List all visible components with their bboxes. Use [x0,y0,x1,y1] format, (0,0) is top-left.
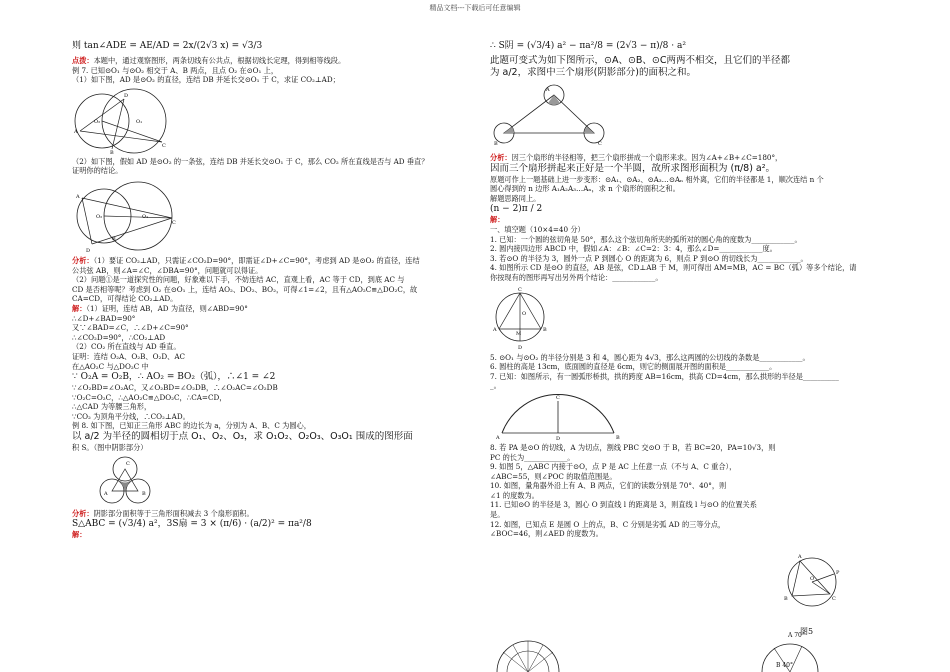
svg-text:O₁: O₁ [136,118,143,125]
question-10b: ∠1 的度数为。 [490,490,539,500]
fenxi-8: 分析：阴影部分面积等于三角形面积减去 3 个扇形面积。 [72,508,254,518]
jie-6: 证明：连结 O₂A、O₂B、O₂D、AC [72,351,186,361]
jie-8: ∵ O₂A = O₂B，∴ AO₂ = BO₂（弧），∴∠1 = ∠2 [72,372,276,383]
figure-protractor [493,636,563,672]
svg-text:O: O [810,576,815,582]
svg-text:A: A [798,554,802,560]
figure-three-sectors [490,81,610,151]
dianbo-1: 点拨：本题中，通过观察图形，两条切线有公共点，根据切线长定理，得到相等线段。 [72,56,346,65]
svg-text:A: A [493,326,497,333]
svg-text:D: D [124,92,129,99]
question-1: 1. 已知：一个圆的弦切角是 50°，那么这个弦切角所夹的弧所对的圆心角的度数为____________。 [490,234,802,244]
jie-1: 解：（1）证明，连结 AB，AD 为直径，则∠ABD=90° [72,303,248,313]
left-column [72,40,464,540]
svg-text:C: C [556,394,560,401]
svg-text:A: A [76,193,80,200]
jie-11: ∴△CAD 为等腰三角形， [72,402,152,412]
svg-text:O₂: O₂ [94,118,101,125]
question-4a: 4. 如图所示 CD 是⊙O 的直径，AB 是弦，CD⊥AB 于 M，则可得出 AM=MB，AC = BC（弧）等多个结论，请 [490,263,857,273]
jie-12: ∵CO₂ 为顶角平分线，∴CO₂⊥AD。 [72,411,190,421]
answer-formula: (n − 2)π / 2 [490,204,543,215]
jie-7: 在△AO₂C 与△DO₂C 中 [72,361,149,371]
section-1: 一、填空题（10×4=40 分） [490,224,585,234]
shaded-area-formula: ∴ S阴 = (√3/4) a² − πa²/8 = (2√3 − π)/8 · a² [490,41,686,51]
figure-5-label: 图5 [800,627,814,636]
svg-text:O₂: O₂ [96,213,103,220]
question-8b: PC 的长为____________。 [490,452,575,462]
handwritten-2: 为 a/2，求图中三个扇形(阴影部分)的面积之和。 [490,67,696,78]
jie-9: ∵∠O₂BD=∠O₂AC，又∠O₂BD=∠O₂DB，∴∠O₂AC=∠O₂DB [72,383,278,393]
svg-text:A: A [104,490,108,497]
example-7-part1: （1）如下图，AD 是⊙O₂ 的直径，连结 DB 并延长交⊙O₁ 于 C，求证 CO₂⊥AD； [72,75,340,85]
jie-label: 解： [72,303,87,313]
fenxi-right: 分析：因三个扇形的半径相等，把三个扇形拼成一个扇形来求。因为∠A+∠B+∠C=180°， [490,153,783,162]
question-3: 3. 若⊙O 的半径为 3，圆外一点 P 到圆心 O 的距离为 6，则点 P 到⊙O 的切线长为____________。 [490,253,808,263]
fenxi8-label: 分析： [72,508,94,518]
question-12a: 12. 如图，已知点 E 是圆 O 上的点，B、C 分别是劣弧 AD 的三等分点， [490,519,726,529]
figure-circle-diameter [490,285,550,351]
question-12b: ∠BOC=46，则∠AED 的度数为。 [490,529,603,539]
example-7-part2b: 证明你的结论。 [72,166,123,176]
svg-text:C: C [518,286,522,293]
tan-formula: 则 tan∠ADE = AE/AD = 2x/(2√3 x) = √3/3 [72,41,263,51]
svg-text:B: B [494,141,498,147]
example-8-line2: 以 a/2 为半径的圆相切于点 O₁、O₂、O₃，求 O₁O₂、O₂O₃、O₃O₁ 围成的图形面 [72,431,413,443]
figure-5-circle [780,548,850,624]
example-8-line3: 积 S。（图中阴影部分） [72,443,148,453]
fenxi-label: 分析： [72,255,94,265]
fenxi-4: CD 是否相等呢？考虑到 O₂ 在⊙O₁ 上，连结 AO₂、DO₂、BO₂，可得∠1=∠2，且有△AO₂C≌△DO₂C，故 [72,284,418,294]
svg-text:B: B [543,326,547,333]
question-9a: 9. 如图 5，△ABC 内接于⊙O，点 P 是 AC 上任意一点（不与 A、C 重合）， [490,462,737,472]
jie-3: 又∵∠BAD=∠C，∴∠D+∠C=90° [72,323,189,333]
variation-1: 原题可作上一题基础上进一步变形：⊙A₁、⊙A₂、⊙A₃…⊙Aₙ 相外离，它们的半径都是 1，顺次连结 n 个 [490,174,824,184]
fenxi-1: 分析：（1）要证 CO₂⊥AD，只需证∠CO₂D=90°，即需证∠D+∠C=90°，考虑到 AD 是⊙O₂ 的直径，连结 [72,255,420,265]
handwritten-1: 此题可变式为如下图所示，⊙A、⊙B、⊙C两两不相交，且它们的半径都 [490,55,791,66]
handwritten-3: 因而三个扇形拼起来正好是一个半圆，故所求图形面积为 (π/8) a²。 [490,162,776,174]
svg-text:A: A [546,87,550,93]
page-header: 精品文档---下载后可任意编辑 [429,4,521,12]
figure-two-circles-1 [72,87,172,155]
example-7: 例 7. 已知⊙O₁ 与⊙O₂ 相交于 A、B 两点，且点 O₂ 在⊙O₁ 上， [72,65,279,75]
fenxi-5: CA=CD，可得结论 CO₂⊥AD。 [72,294,178,304]
figure-three-circles [90,455,160,507]
formula-8: S△ABC = (√3/4) a²，3S扇 = 3 × (π/6) · (a/2)² = πa²/8 [72,519,312,530]
question-7b: _。 [490,381,501,391]
question-7a: 7. 已知：如图所示，有一圆弧形桥拱，拱的跨度 AB=16cm，拱高 CD=4cm，那么拱形的半径是__________ [490,371,839,381]
fenxi-2: 公共弦 AB，则∠A=∠C，∠DBA=90°，问题就可以得证。 [72,265,263,275]
svg-text:C: C [126,460,130,467]
jie-10: ∵O₂C=O₂C，∴△AO₂C≌△DO₂C，∴CA=CD， [72,392,227,402]
svg-text:A: A [74,128,78,135]
svg-text:C: C [172,219,176,226]
figure-bridge-arch [496,393,626,441]
variation-3: 解题思路同上。 [490,193,541,203]
jie-5: （2）CO₂ 所在直线与 AD 垂直。 [72,342,181,352]
svg-text:C: C [162,142,166,149]
protractor-label-a: A 70° [788,632,805,639]
question-10a: 10. 如图，量角器外沿上有 A、B 两点，它们的读数分别是 70°、40°，则 [490,481,727,491]
protractor-label-b: B 40° [776,662,793,669]
svg-text:B: B [616,434,620,441]
jie-bottom: 解： [72,530,87,540]
question-11: 11. 已知⊙O 的半径是 3，圆心 O 到直线 l 的距离是 3，则直线 l 与⊙O 的位置关系 [490,500,757,510]
fenxi-3: （2）问题①是一道探究性的问题，好象难以下手，不妨连结 AC，直观上看，AC 等于 CD，到底 AC 与 [72,275,405,285]
question-11b: 是。 [490,510,505,520]
jie-4: ∴∠CO₂D=90°，∴CO₂⊥AD [72,332,166,342]
example-8: 例 8. 如下图，已知正三角形 ABC 的边长为 a，分别为 A、B、C 为圆心， [72,421,311,431]
question-4b: 你按现有的图形再写出另外两个结论：____________。 [490,272,663,282]
svg-text:A: A [496,434,500,441]
svg-text:B: B [112,235,116,242]
svg-text:O: O [522,310,527,317]
svg-text:B: B [110,149,114,155]
example-7-part2: （2）如下图，假如 AD 是⊙O₂ 的一条弦，连结 DB 并延长交⊙O₁ 于 C，那么 CO₂ 所在直线是否与 AD 垂直？ [72,156,429,166]
svg-text:M: M [516,330,522,337]
jie-2: ∴∠D+∠BAD=90° [72,313,136,323]
svg-text:D: D [556,435,561,441]
svg-text:B: B [142,490,146,497]
jie-right: 解： [490,215,505,225]
question-9b: ∠ABC=55，则∠POC 的取值范围是。 [490,471,617,481]
svg-text:D: D [86,247,91,254]
question-8a: 8. 若 PA 是⊙O 的切线，A 为切点，割线 PBC 交⊙O 于 B，若 BC=20，PA=10√3，则 [490,442,776,452]
svg-text:C: C [832,596,836,602]
svg-text:C: C [598,141,602,147]
svg-text:P: P [836,570,840,576]
question-6: 6. 圆柱的高是 13cm，底面圆的直径是 6cm，则它的侧面展开图的面积是____________。 [490,362,777,372]
right-column [490,40,880,539]
svg-text:D: D [518,344,523,351]
svg-text:O₁: O₁ [142,213,149,220]
dianbo-label: 点拨： [72,56,94,65]
figure-two-circles-2 [72,178,182,254]
variation-2: 圆心得到的 n 边形 A₁A₂A₃…Aₙ，求 n 个扇形的面积之和。 [490,184,680,194]
svg-text:B: B [784,596,788,602]
fenxi-right-label: 分析： [490,153,512,162]
question-2: 2. 圆内接四边形 ABCD 中，假如∠A：∠B：∠C=2：3：4，那么∠D=____________度。 [490,244,777,254]
question-5: 5. ⊙O₁ 与⊙O₂ 的半径分别是 3 和 4，圆心距为 4√3，那么这两圆的公切线的条数是____________。 [490,352,810,362]
